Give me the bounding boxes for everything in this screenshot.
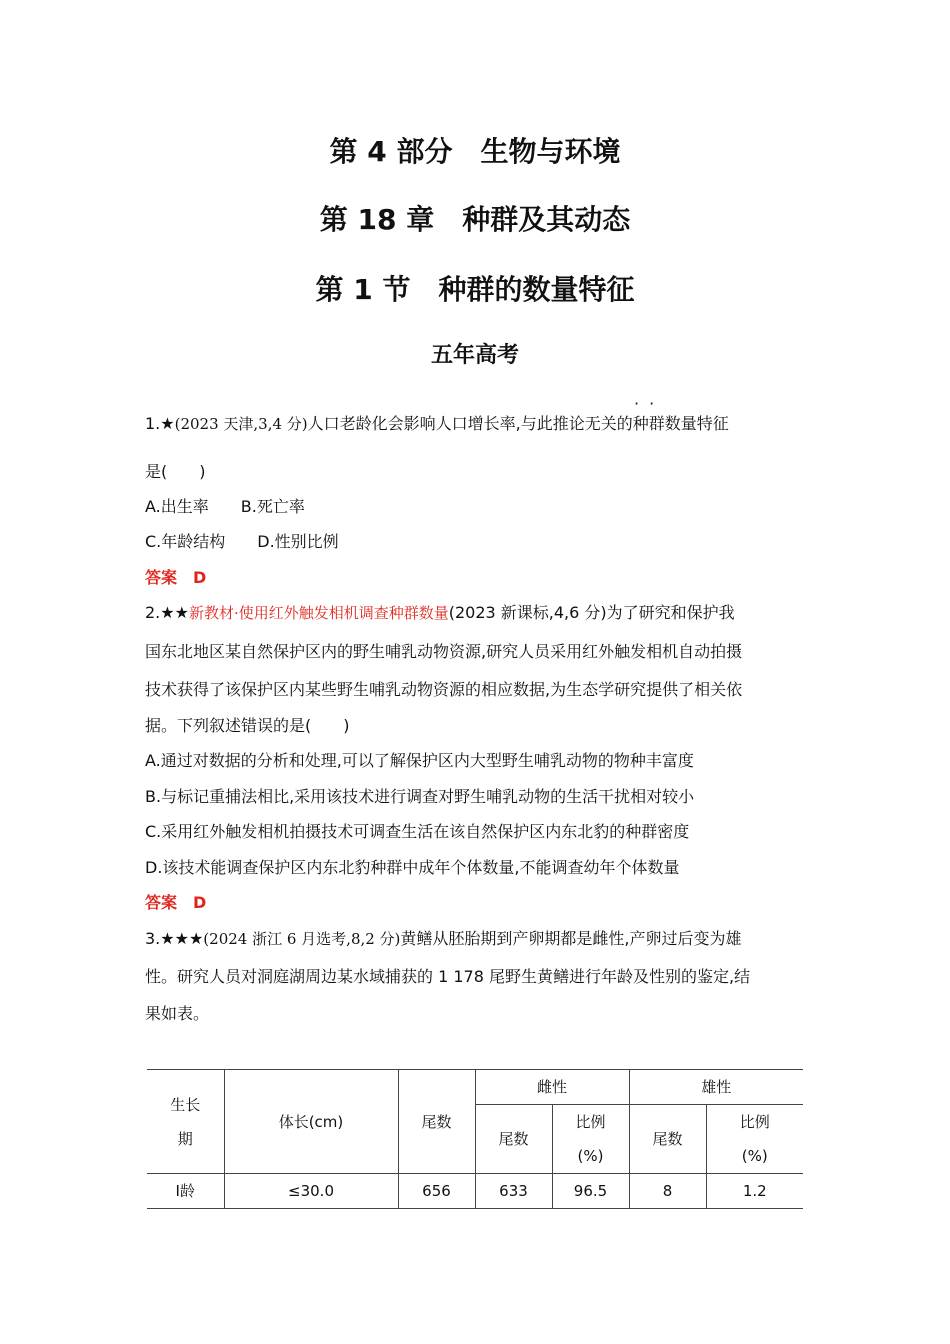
q2-line2: 国东北地区某自然保护区内的野生哺乳动物资源,研究人员采用红外触发相机自动拍摄 bbox=[145, 642, 743, 661]
q3-line2: 性。研究人员对洞庭湖周边某水域捕获的 1 178 尾野生黄鳝进行年龄及性别的鉴定,结 bbox=[145, 967, 751, 986]
q1-text: 人口老龄化会影响人口增长率,与此推论无关的种群数量特征 bbox=[307, 414, 729, 433]
q2-line1 bbox=[145, 600, 735, 623]
chapter-heading: 第 18 章 种群及其动态 bbox=[319, 203, 631, 236]
header-female-ratio-line1: 比例 bbox=[575, 1113, 606, 1131]
cell-male-ratio: 1.2 bbox=[706, 1174, 803, 1209]
q2-answer-label: 答案 bbox=[145, 893, 178, 912]
cell-length: ≤30.0 bbox=[224, 1174, 398, 1209]
section-heading: 第 1 节 种群的数量特征 bbox=[315, 273, 635, 306]
q1-answer-value: D bbox=[193, 568, 207, 587]
header-female-ratio-line2: (%) bbox=[577, 1147, 604, 1165]
q2-prefix: 2.★★ bbox=[145, 603, 189, 622]
table-row bbox=[147, 1174, 803, 1209]
q2-tag: 新教材·使用红外触发相机调查种群数量 bbox=[188, 604, 449, 622]
q1-line2: 是( ) bbox=[145, 462, 206, 481]
header-length: 体长(cm) bbox=[224, 1070, 398, 1174]
q3-line3: 果如表。 bbox=[145, 1004, 210, 1023]
header-stage bbox=[147, 1070, 224, 1174]
header-stage-line2: 期 bbox=[177, 1129, 193, 1148]
q3-line1 bbox=[145, 926, 742, 949]
cell-female-ratio: 96.5 bbox=[552, 1174, 629, 1209]
header-male-ratio-line1: 比例 bbox=[739, 1113, 770, 1131]
header-male-ratio-line2: (%) bbox=[741, 1147, 768, 1165]
q1-answer bbox=[145, 565, 206, 588]
header-female-count: 尾数 bbox=[475, 1105, 552, 1174]
header-male-count: 尾数 bbox=[629, 1105, 706, 1174]
q1-options-ab: A.出生率 B.死亡率 bbox=[145, 497, 305, 516]
q2-line3: 技术获得了该保护区内某些野生哺乳动物资源的相应数据,为生态学研究提供了相关依 bbox=[145, 680, 743, 699]
q2-option-d: D.该技术能调查保护区内东北豹种群中成年个体数量,不能调查幼年个体数量 bbox=[145, 858, 680, 877]
header-count: 尾数 bbox=[398, 1070, 475, 1174]
q1-source: (2023 天津,3,4 分) bbox=[174, 415, 308, 433]
data-table bbox=[147, 1069, 803, 1209]
header-female: 雌性 bbox=[475, 1070, 629, 1105]
cell-stage: Ⅰ龄 bbox=[147, 1174, 224, 1209]
header-male: 雄性 bbox=[629, 1070, 803, 1105]
table-header-row-1 bbox=[147, 1070, 803, 1105]
q1-prefix: 1.★ bbox=[145, 414, 175, 433]
q1-answer-label: 答案 bbox=[145, 568, 178, 587]
q2-option-c: C.采用红外触发相机拍摄技术可调查生活在该自然保护区内东北豹的种群密度 bbox=[145, 822, 690, 841]
part-heading: 第 4 部分 生物与环境 bbox=[329, 135, 621, 168]
cell-female-count: 633 bbox=[475, 1174, 552, 1209]
q1-line1 bbox=[145, 411, 729, 434]
q2-line4: 据。下列叙述错误的是( ) bbox=[145, 716, 350, 735]
header-female-ratio bbox=[552, 1105, 629, 1174]
q1-options-cd: C.年龄结构 D.性别比例 bbox=[145, 532, 339, 551]
q2-source: (2023 新课标,4,6 分) bbox=[448, 603, 607, 622]
header-male-ratio bbox=[706, 1105, 803, 1174]
q3-prefix: 3.★★★ bbox=[145, 929, 204, 948]
q2-answer bbox=[145, 890, 206, 913]
q2-line1-tail: 为了研究和保护我 bbox=[606, 603, 735, 622]
emphasis-dots: ·· bbox=[634, 394, 665, 413]
cell-count: 656 bbox=[398, 1174, 475, 1209]
q2-option-b: B.与标记重捕法相比,采用该技术进行调查对野生哺乳动物的生活干扰相对较小 bbox=[145, 787, 695, 806]
q2-option-a: A.通过对数据的分析和处理,可以了解保护区内大型野生哺乳动物的物种丰富度 bbox=[145, 751, 694, 770]
q2-answer-value: D bbox=[193, 893, 207, 912]
cell-male-count: 8 bbox=[629, 1174, 706, 1209]
q3-source: (2024 浙江 6 月选考,8,2 分) bbox=[203, 930, 401, 948]
subsection-heading: 五年高考 bbox=[430, 343, 519, 368]
q3-line1-tail: 黄鳝从胚胎期到产卵期都是雌性,产卵过后变为雄 bbox=[400, 929, 742, 948]
header-stage-line1: 生长 bbox=[170, 1095, 201, 1114]
